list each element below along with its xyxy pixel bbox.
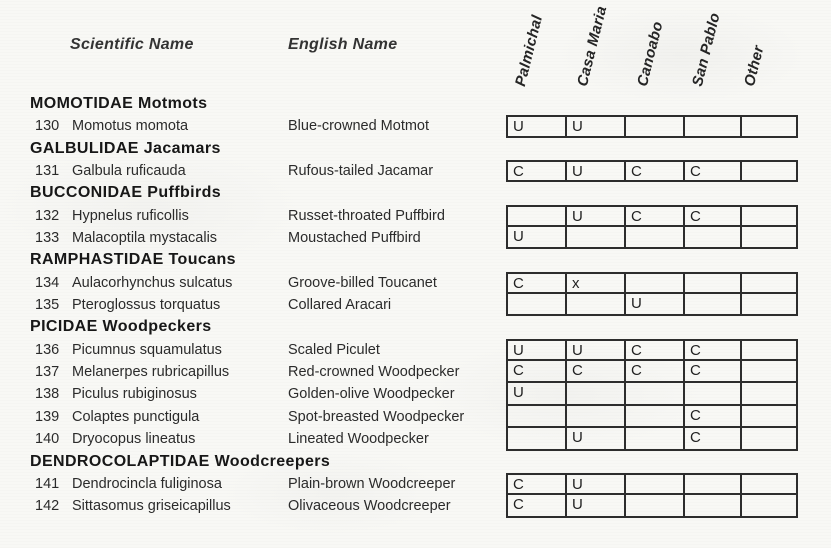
occurrence-grid bbox=[506, 339, 798, 361]
occurrence-cell-san-pablo: C bbox=[685, 361, 742, 381]
species-row-135 bbox=[0, 294, 831, 316]
english-name-column-header: English Name bbox=[288, 36, 398, 53]
scientific-name-column-header: Scientific Name bbox=[70, 36, 194, 53]
english-name: Olivaceous Woodcreeper bbox=[288, 498, 451, 515]
occurrence-grid bbox=[506, 227, 798, 249]
species-number: 139 bbox=[35, 408, 60, 425]
occurrence-cell-canoabo: C bbox=[626, 361, 685, 381]
family-header-galbulidae: GALBULIDAE Jacamars bbox=[30, 139, 221, 157]
occurrence-grid bbox=[506, 272, 798, 294]
occurrence-cell-canoabo bbox=[626, 383, 685, 403]
english-name: Lineated Woodpecker bbox=[288, 431, 429, 448]
family-header-ramphastidae: RAMPHASTIDAE Toucans bbox=[30, 251, 236, 269]
occurrence-cell-canoabo bbox=[626, 274, 685, 292]
occurrence-cell-palmichal: C bbox=[508, 495, 567, 515]
occurrence-cell-san-pablo bbox=[685, 274, 742, 292]
occurrence-cell-canoabo bbox=[626, 117, 685, 135]
occurrence-cell-casa-maria: C bbox=[567, 361, 626, 381]
occurrence-cell-other bbox=[742, 117, 796, 135]
occurrence-cell-palmichal: U bbox=[508, 227, 567, 247]
occurrence-cell-palmichal: C bbox=[508, 162, 567, 180]
occurrence-cell-canoabo: U bbox=[626, 294, 685, 314]
occurrence-cell-casa-maria bbox=[567, 383, 626, 403]
occurrence-grid bbox=[506, 294, 798, 316]
scientific-name: Galbula ruficauda bbox=[72, 163, 186, 180]
species-row-130 bbox=[0, 115, 831, 137]
species-number: 131 bbox=[35, 163, 60, 180]
occurrence-cell-canoabo bbox=[626, 406, 685, 426]
english-name: Scaled Piculet bbox=[288, 341, 380, 358]
family-header-dendrocolaptidae: DENDROCOLAPTIDAE Woodcreepers bbox=[30, 452, 331, 470]
occurrence-cell-palmichal: C bbox=[508, 475, 567, 493]
occurrence-cell-casa-maria: U bbox=[567, 207, 626, 225]
occurrence-cell-casa-maria: U bbox=[567, 162, 626, 180]
species-row-136 bbox=[0, 339, 831, 361]
occurrence-cell-other bbox=[742, 162, 796, 180]
occurrence-cell-canoabo bbox=[626, 428, 685, 448]
species-row-140 bbox=[0, 428, 831, 450]
occurrence-cell-casa-maria: x bbox=[567, 274, 626, 292]
species-number: 135 bbox=[35, 297, 60, 314]
occurrence-cell-canoabo bbox=[626, 495, 685, 515]
occurrence-cell-casa-maria: U bbox=[567, 495, 626, 515]
occurrence-cell-casa-maria: U bbox=[567, 341, 626, 359]
occurrence-cell-other bbox=[742, 475, 796, 493]
scientific-name: Momotus momota bbox=[72, 118, 189, 135]
occurrence-grid bbox=[506, 473, 798, 495]
species-number: 140 bbox=[35, 431, 60, 448]
occurrence-grid bbox=[506, 495, 798, 517]
scientific-name: Sittasomus griseicapillus bbox=[72, 498, 231, 515]
occurrence-cell-casa-maria bbox=[567, 406, 626, 426]
scientific-name: Dryocopus lineatus bbox=[72, 431, 196, 448]
occurrence-cell-other bbox=[742, 406, 796, 426]
english-name: Blue-crowned Motmot bbox=[288, 118, 430, 135]
occurrence-cell-other bbox=[742, 341, 796, 359]
occurrence-cell-casa-maria: U bbox=[567, 117, 626, 135]
english-name: Rufous-tailed Jacamar bbox=[288, 163, 434, 180]
species-occurrence-table bbox=[0, 93, 831, 518]
english-name: Spot-breasted Woodpecker bbox=[288, 408, 465, 425]
scientific-name: Aulacorhynchus sulcatus bbox=[72, 274, 233, 291]
english-name: Groove-billed Toucanet bbox=[288, 274, 437, 291]
species-row-131 bbox=[0, 160, 831, 182]
occurrence-grid bbox=[506, 205, 798, 227]
scientific-name: Pteroglossus torquatus bbox=[72, 297, 221, 314]
species-number: 136 bbox=[35, 341, 60, 358]
family-header-momotidae: MOMOTIDAE Motmots bbox=[30, 95, 208, 112]
occurrence-cell-san-pablo: C bbox=[685, 207, 742, 225]
scientific-name: Dendrocincla fuliginosa bbox=[72, 475, 222, 492]
site-column-header-canoabo: Canoabo bbox=[634, 19, 667, 89]
occurrence-cell-other bbox=[742, 274, 796, 292]
species-row-137 bbox=[0, 361, 831, 383]
species-row-132 bbox=[0, 205, 831, 227]
occurrence-cell-palmichal bbox=[508, 428, 567, 448]
occurrence-cell-palmichal: U bbox=[508, 383, 567, 403]
occurrence-cell-san-pablo: C bbox=[685, 162, 742, 180]
species-number: 130 bbox=[35, 118, 60, 135]
occurrence-cell-san-pablo bbox=[685, 475, 742, 493]
occurrence-grid bbox=[506, 428, 798, 450]
family-header-picidae: PICIDAE Woodpeckers bbox=[30, 318, 212, 336]
occurrence-cell-other bbox=[742, 227, 796, 247]
occurrence-grid bbox=[506, 361, 798, 383]
occurrence-cell-san-pablo: C bbox=[685, 428, 742, 448]
occurrence-cell-other bbox=[742, 294, 796, 314]
species-number: 133 bbox=[35, 230, 60, 247]
scientific-name: Hypnelus ruficollis bbox=[72, 207, 189, 224]
occurrence-grid bbox=[506, 406, 798, 428]
occurrence-cell-other bbox=[742, 428, 796, 448]
english-name: Plain-brown Woodcreeper bbox=[288, 475, 456, 492]
occurrence-cell-canoabo: C bbox=[626, 207, 685, 225]
scientific-name: Malacoptila mystacalis bbox=[72, 230, 218, 247]
occurrence-cell-san-pablo: C bbox=[685, 341, 742, 359]
occurrence-cell-palmichal: C bbox=[508, 274, 567, 292]
species-number: 132 bbox=[35, 207, 60, 224]
occurrence-cell-san-pablo bbox=[685, 117, 742, 135]
occurrence-cell-canoabo: C bbox=[626, 341, 685, 359]
scientific-name: Picumnus squamulatus bbox=[72, 341, 222, 358]
occurrence-grid bbox=[506, 160, 798, 182]
english-name: Collared Aracari bbox=[288, 297, 392, 314]
english-name: Russet-throated Puffbird bbox=[288, 207, 445, 224]
occurrence-cell-canoabo: C bbox=[626, 162, 685, 180]
occurrence-grid bbox=[506, 115, 798, 137]
occurrence-cell-canoabo bbox=[626, 227, 685, 247]
occurrence-cell-casa-maria bbox=[567, 227, 626, 247]
site-column-header-palmichal: Palmichal bbox=[512, 13, 547, 89]
occurrence-cell-casa-maria: U bbox=[567, 428, 626, 448]
occurrence-cell-palmichal: U bbox=[508, 341, 567, 359]
occurrence-cell-casa-maria: U bbox=[567, 475, 626, 493]
occurrence-cell-palmichal bbox=[508, 294, 567, 314]
scientific-name: Colaptes punctigula bbox=[72, 408, 200, 425]
occurrence-cell-palmichal: C bbox=[508, 361, 567, 381]
scientific-name: Melanerpes rubricapillus bbox=[72, 364, 230, 381]
species-row-133 bbox=[0, 227, 831, 249]
species-row-138 bbox=[0, 383, 831, 405]
occurrence-cell-palmichal bbox=[508, 406, 567, 426]
occurrence-cell-casa-maria bbox=[567, 294, 626, 314]
occurrence-cell-san-pablo bbox=[685, 294, 742, 314]
species-number: 141 bbox=[35, 475, 60, 492]
english-name: Red-crowned Woodpecker bbox=[288, 364, 460, 381]
species-row-134 bbox=[0, 272, 831, 294]
occurrence-cell-other bbox=[742, 495, 796, 515]
occurrence-grid bbox=[506, 383, 798, 405]
occurrence-cell-canoabo bbox=[626, 475, 685, 493]
species-row-139 bbox=[0, 406, 831, 428]
english-name: Golden-olive Woodpecker bbox=[288, 386, 455, 403]
occurrence-cell-san-pablo bbox=[685, 227, 742, 247]
species-number: 138 bbox=[35, 386, 60, 403]
species-row-142 bbox=[0, 495, 831, 517]
family-header-bucconidae: BUCCONIDAE Puffbirds bbox=[30, 184, 222, 202]
site-column-header-san-pablo: San Pablo bbox=[689, 11, 724, 89]
species-number: 134 bbox=[35, 274, 60, 291]
english-name: Moustached Puffbird bbox=[288, 230, 421, 247]
occurrence-cell-san-pablo bbox=[685, 495, 742, 515]
occurrence-cell-other bbox=[742, 361, 796, 381]
occurrence-cell-palmichal bbox=[508, 207, 567, 225]
occurrence-cell-other bbox=[742, 383, 796, 403]
occurrence-cell-other bbox=[742, 207, 796, 225]
species-number: 142 bbox=[35, 498, 60, 515]
occurrence-cell-san-pablo: C bbox=[685, 406, 742, 426]
site-column-header-casa-maria: Casa Maria bbox=[574, 4, 611, 89]
occurrence-cell-palmichal: U bbox=[508, 117, 567, 135]
scientific-name: Piculus rubiginosus bbox=[72, 386, 197, 403]
species-number: 137 bbox=[35, 364, 60, 381]
site-column-header-other: Other bbox=[741, 43, 768, 89]
occurrence-cell-san-pablo bbox=[685, 383, 742, 403]
species-row-141 bbox=[0, 473, 831, 495]
